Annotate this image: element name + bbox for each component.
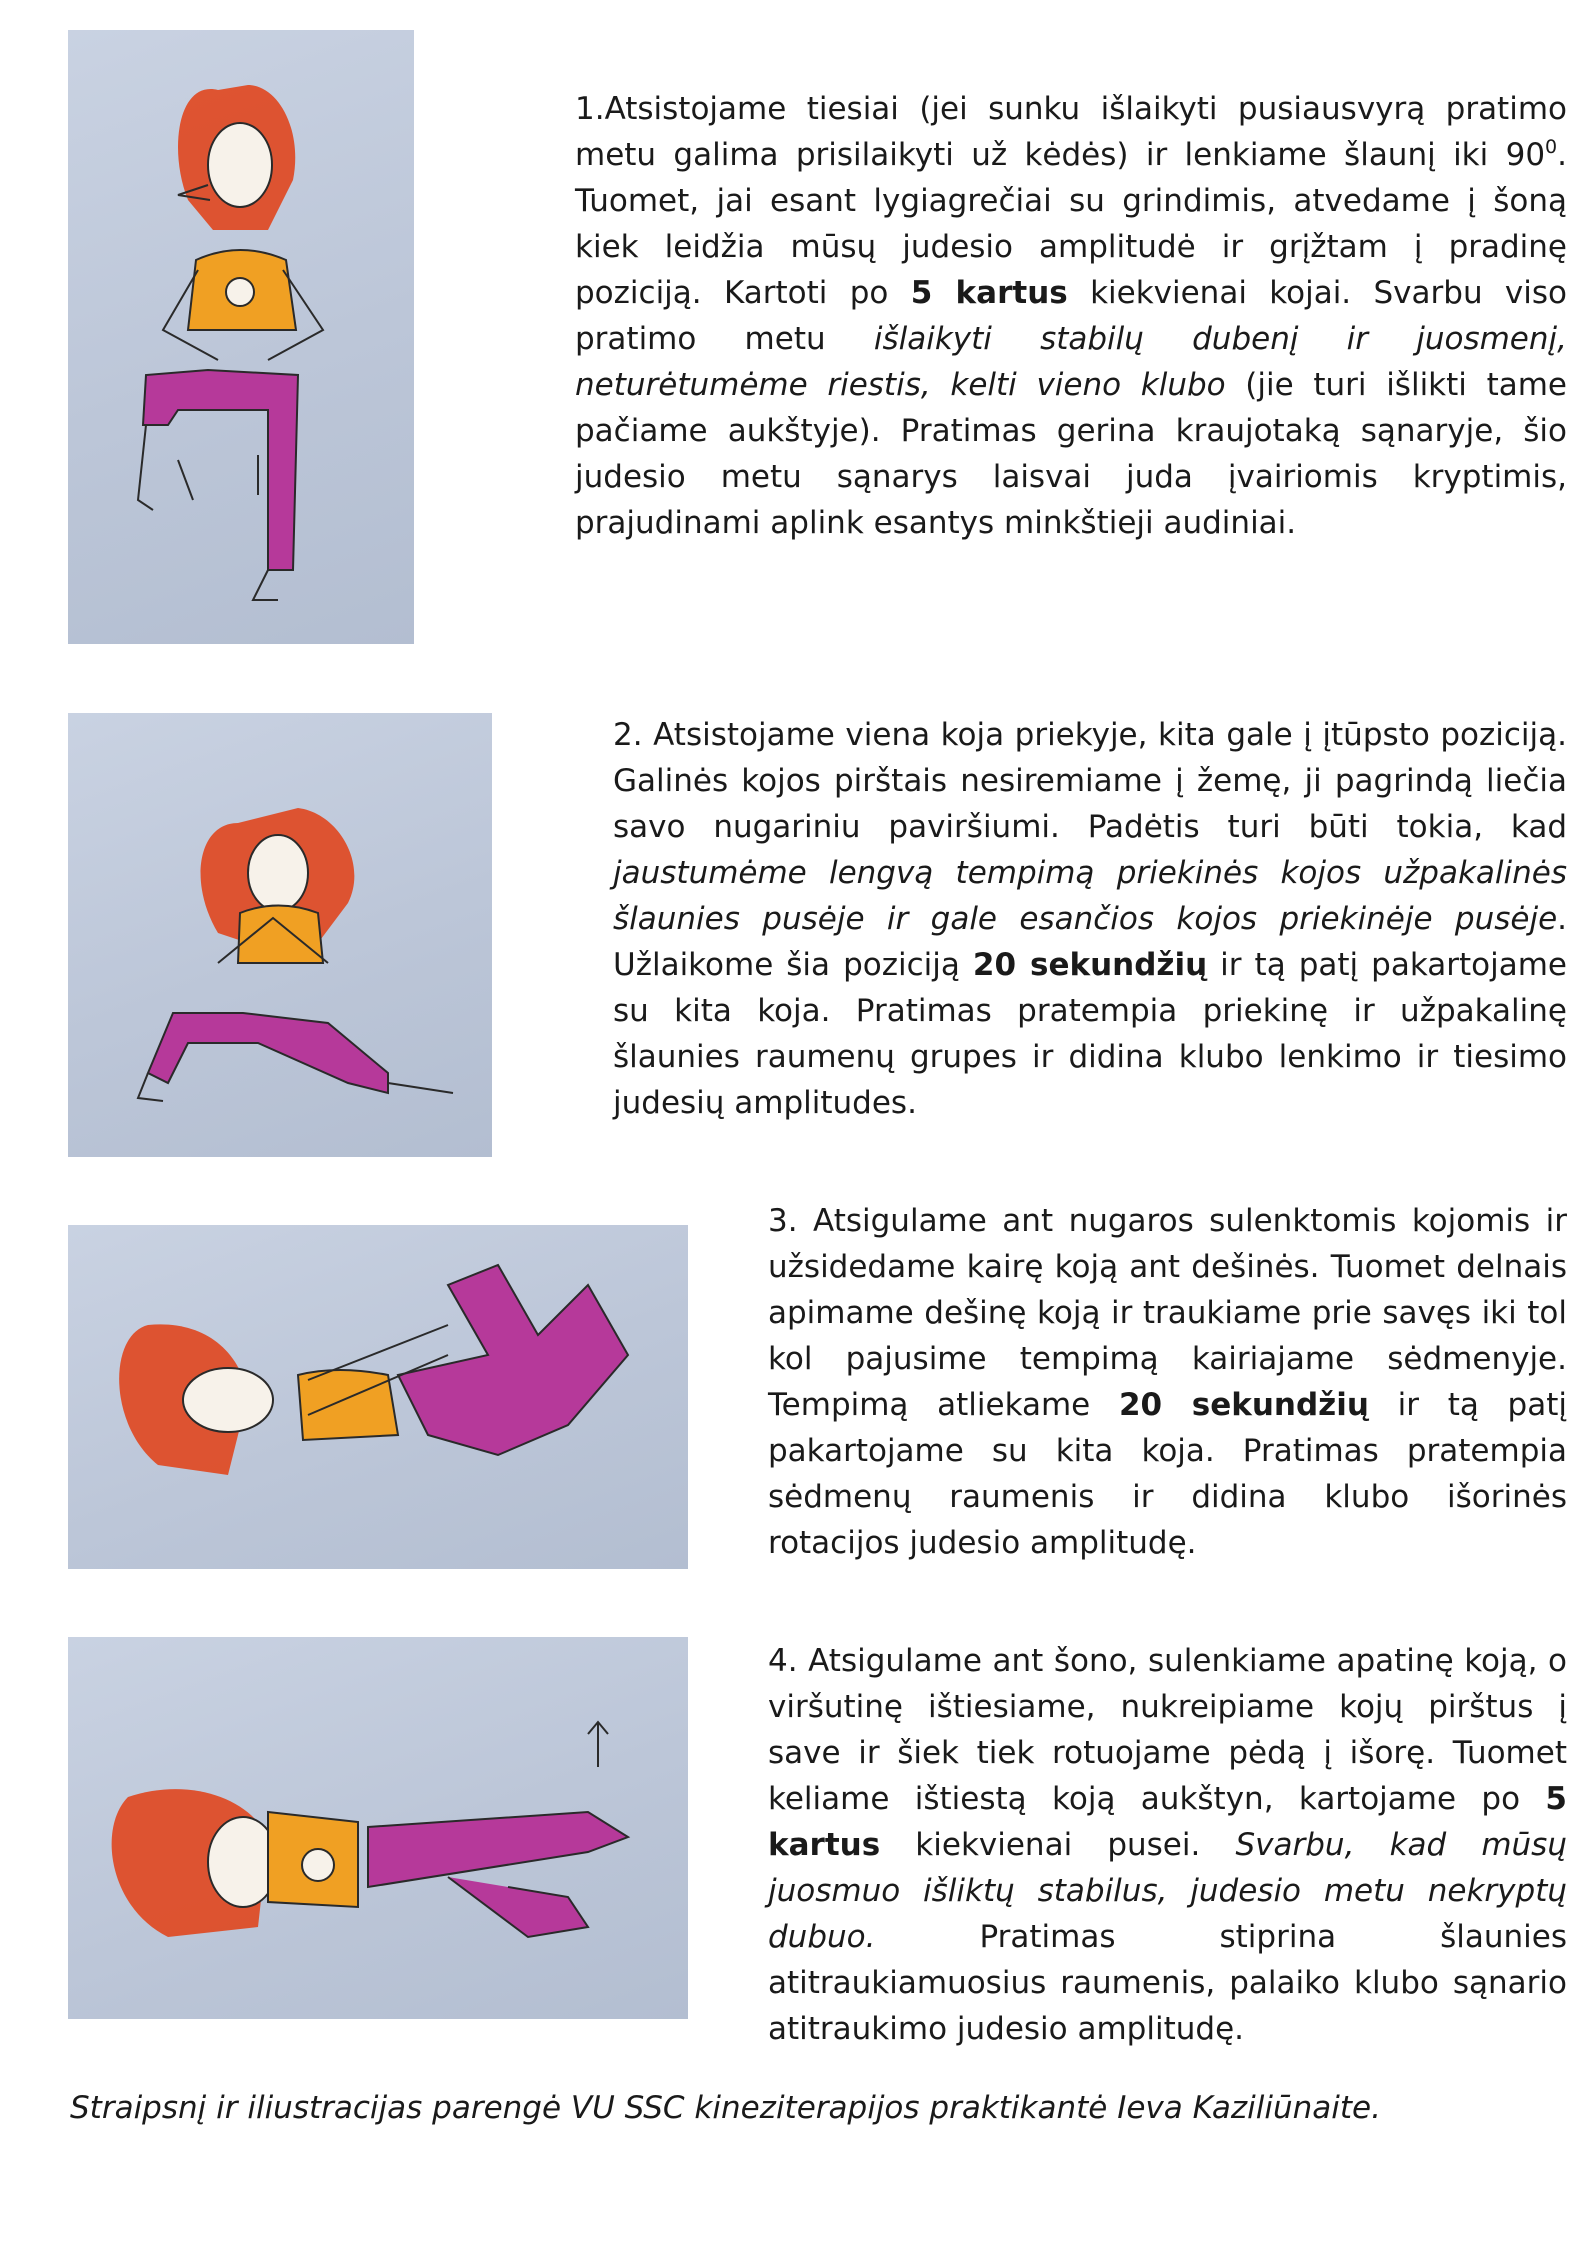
text-run: ir tą patį pakartojame su kita koja. Pratimas pratempia sėdmenų raumenis ir didina klubo išorinės rotacijos judesio amplitudę. [768,1387,1567,1561]
text-run: . Tuomet, jai esant lygiagrečiai su grindimis, atvedame į šoną kiek leidžia mūsų judesio amplitudė ir grįžtam į pradinę poziciją. Kartoti po [575,137,1567,311]
text-run: 20 sekundžių [972,947,1208,983]
text-run: kiekvienai kojai. Svarbu viso pratimo metu [575,275,1567,357]
exercise-1-illustration [68,30,414,644]
text-run: ir tą patį pakartojame su kita koja. Pratimas pratempia priekinę ir užpakalinę šlaunies raumenų grupes ir didina klubo lenkimo ir tiesimo judesių amplitudes. [613,947,1568,1121]
text-run: 0 [1545,136,1558,158]
text-run: kiekvienai pusei. [880,1827,1236,1863]
text-run: 2. Atsistojame viena koja priekyje, kita gale į įtūpsto poziciją. Galinės kojos pirštais nesiremiame į žemę, ji pagrindą liečia savo nugariniu paviršiumi. Padėtis turi būti tokia, kad [613,717,1567,845]
text-run: 1.Atsistojame tiesiai (jei sunku išlaikyti pusiausvyrą pratimo metu galima prisilaikyti už kėdės) ir lenkiame šlaunį iki 90 [575,91,1567,173]
exercise-3-illustration [68,1225,688,1569]
text-run: 4. Atsigulame ant šono, sulenkiame apatinę koją, o viršutinę ištiesiame, nukreipiame kojų pirštus į save ir šiek tiek rotuojame pėdą į išorę. Tuomet keliame ištiestą koją aukštyn, kartojame po [768,1643,1567,1817]
text-run: (jie turi išlikti tame pačiame aukštyje). Pratimas gerina kraujotaką sąnaryje, šio judesio metu sąnarys laisvai juda įvairiomis kryptimis, prajudinami aplink esantys minkštieji audiniai. [575,367,1567,541]
text-run: 5 kartus [768,1781,1567,1863]
supine-glute-stretch-drawing [68,1225,688,1569]
exercise-4-text [768,1638,1567,2052]
exercise-2-text [613,712,1567,1126]
text-run: jaustumėme lengvą tempimą priekinės kojos užpakalinės šlaunies pusėje ir gale esančios kojos priekinėje pusėje [613,855,1567,937]
side-lying-leg-raise-drawing [68,1637,688,2019]
article-credit: Straipsnį ir iliustracijas parengė VU SSC kineziterapijos praktikantė Ieva Kaziliūnaite. [70,2090,1381,2126]
exercise-2-illustration [68,713,492,1157]
exercise-3-text [768,1198,1567,1566]
text-run: 5 kartus [910,275,1068,311]
text-run: . Užlaikome šia poziciją [613,901,1567,983]
exercise-1-text [575,86,1567,546]
text-run: 3. Atsigulame ant nugaros sulenktomis kojomis ir užsidedame kairę koją ant dešinės. Tuomet delnais apimame dešinę koją ir traukiame prie savęs iki tol kol pajusime tempimą kairiajame sėdmenyje. Tempimą atliekame [768,1203,1567,1423]
text-run: Pratimas stiprina šlaunies atitraukiamuosius raumenis, palaiko klubo sąnario atitraukimo judesio amplitudę. [768,1919,1567,2047]
standing-hip-lift-drawing [68,30,414,644]
exercise-4-illustration [68,1637,688,2019]
text-run: išlaikyti stabilų dubenį ir juosmenį, neturėtumėme riestis, kelti vieno klubo [575,321,1567,403]
text-run: 20 sekundžių [1118,1387,1369,1423]
text-run: Svarbu, kad mūsų juosmuo išliktų stabilus, judesio metu nekryptų dubuo. [768,1827,1567,1955]
lunge-stretch-drawing [68,713,492,1157]
